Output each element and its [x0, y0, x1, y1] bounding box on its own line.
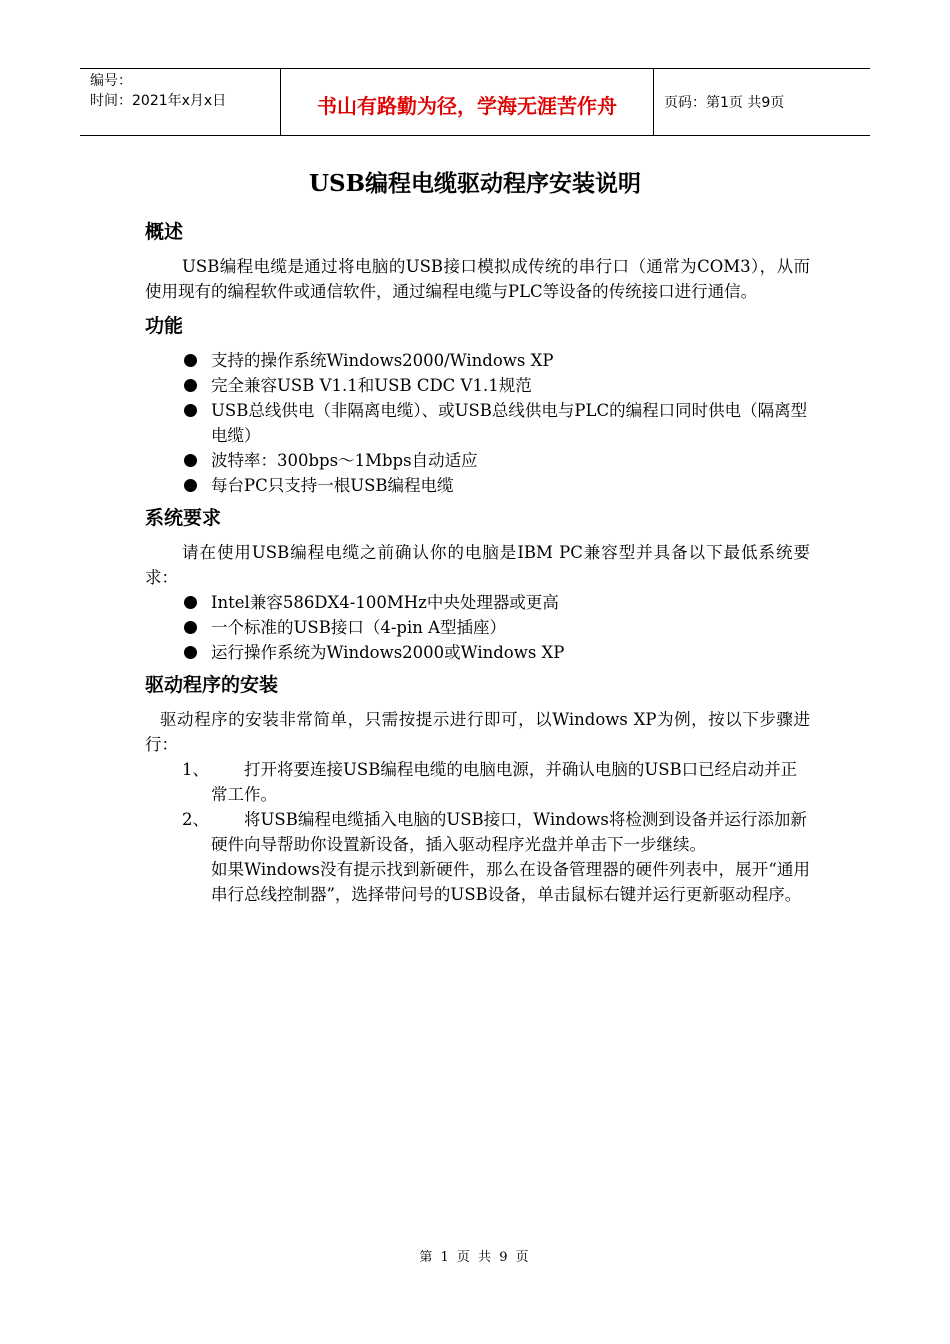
requirement-text: Intel兼容586DX4-100MHz中央处理器或更高 [211, 593, 559, 612]
list-item [145, 373, 810, 398]
page-header [80, 68, 870, 136]
feature-text: 波特率：300bps～1Mbps自动适应 [211, 451, 478, 470]
list-item [145, 640, 810, 665]
feature-text: 支持的操作系统Windows2000/Windows XP [211, 351, 554, 370]
feature-text: 每台PC只支持一根USB编程电缆 [211, 476, 454, 495]
features-list [145, 348, 810, 498]
step-number: 1、 [182, 760, 209, 779]
requirements-intro: 请在使用USB编程电缆之前确认你的电脑是IBM PC兼容型并具备以下最低系统要求： [145, 543, 810, 587]
requirement-text: 一个标准的USB接口（4-pin A型插座） [211, 618, 507, 637]
list-item [145, 615, 810, 640]
features-heading: 功能 [145, 315, 184, 337]
step-number: 2、 [182, 810, 209, 829]
requirements-heading: 系统要求 [145, 507, 222, 529]
overview-paragraph: USB编程电缆是通过将电脑的USB接口模拟成传统的串行口（通常为COM3），从而使用现有的编程软件或通信软件，通过编程电缆与PLC等设备的传统接口进行通信。 [145, 257, 810, 301]
page-footer: 第 1 页 共 9 页 [419, 1250, 531, 1265]
list-item [145, 590, 810, 615]
list-item [145, 448, 810, 473]
bullet-icon [184, 379, 197, 392]
bullet-icon [184, 596, 197, 609]
list-item [145, 757, 810, 807]
bullet-icon [184, 621, 197, 634]
document-title: USB编程电缆驱动程序安装说明 [308, 170, 642, 197]
header-page-info: 页码：第1页 共9页 [664, 95, 785, 111]
list-item [145, 473, 810, 498]
requirement-text: 运行操作系统为Windows2000或Windows XP [211, 643, 565, 662]
header-time: 时间：2021年x月x日 [90, 93, 227, 109]
step-text: 打开将要连接USB编程电缆的电脑电源，并确认电脑的USB口已经启动并正常工作。 [211, 760, 798, 804]
bullet-icon [184, 479, 197, 492]
header-meta [80, 69, 281, 135]
feature-text: USB总线供电（非隔离电缆）、或USB总线供电与PLC的编程口同时供电（隔离型电缆） [211, 401, 808, 445]
install-steps [145, 757, 810, 857]
install-note: 如果Windows没有提示找到新硬件，那么在设备管理器的硬件列表中，展开“通用串行总线控制器”，选择带问号的USB设备，单击鼠标右键并运行更新驱动程序。 [211, 860, 810, 904]
bullet-icon [184, 404, 197, 417]
list-item [145, 807, 810, 857]
list-item [145, 348, 810, 373]
bullet-icon [184, 646, 197, 659]
overview-heading: 概述 [145, 221, 184, 243]
install-intro: 驱动程序的安装非常简单，只需按提示进行即可，以Windows XP为例，按以下步骤进行： [145, 710, 810, 754]
list-item [145, 398, 810, 448]
header-motto: 书山有路勤为径，学海无涯苦作舟 [281, 69, 654, 135]
requirements-list [145, 590, 810, 665]
bullet-icon [184, 354, 197, 367]
document-body [145, 218, 810, 907]
header-number: 编号： [90, 73, 132, 89]
install-heading: 驱动程序的安装 [145, 674, 279, 696]
step-text: 将USB编程电缆插入电脑的USB接口，Windows将检测到设备并运行添加新硬件向导帮助你设置新设备，插入驱动程序光盘并单击下一步继续。 [211, 810, 807, 854]
bullet-icon [184, 454, 197, 467]
feature-text: 完全兼容USB V1.1和USB CDC V1.1规范 [211, 376, 532, 395]
